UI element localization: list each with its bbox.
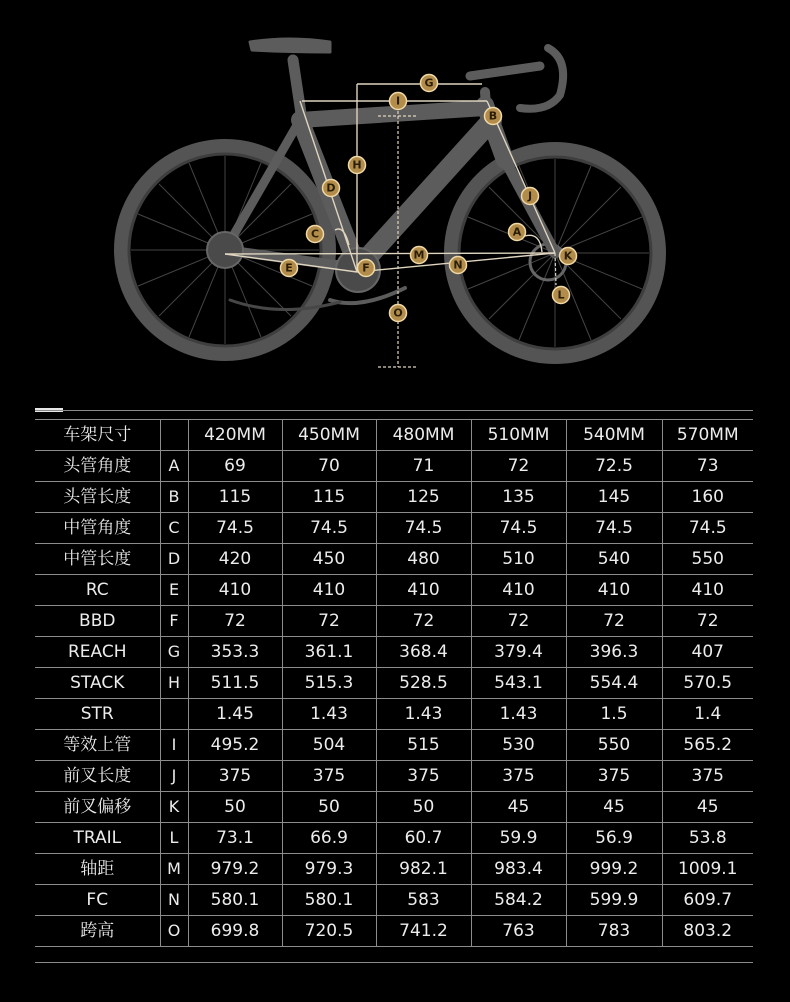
value-cell: 375 xyxy=(188,761,282,792)
value-cell: 160 xyxy=(662,482,753,513)
value-cell: 1.5 xyxy=(566,699,662,730)
value-cell: 410 xyxy=(376,575,471,606)
value-cell: 115 xyxy=(188,482,282,513)
value-cell: 66.9 xyxy=(282,823,376,854)
label-badge-a xyxy=(509,224,526,241)
table-row xyxy=(35,792,753,823)
value-cell: 45 xyxy=(471,792,566,823)
value-cell: 56.9 xyxy=(566,823,662,854)
value-cell: 554.4 xyxy=(566,668,662,699)
bike-geometry-diagram xyxy=(0,0,790,400)
row-code-cell: L xyxy=(160,823,188,854)
value-cell: 410 xyxy=(188,575,282,606)
value-cell: 584.2 xyxy=(471,885,566,916)
svg-text:G: G xyxy=(424,76,434,90)
value-cell: 803.2 xyxy=(662,916,753,947)
label-badge-k xyxy=(560,248,577,265)
value-cell: 699.8 xyxy=(188,916,282,947)
svg-text:F: F xyxy=(362,261,370,275)
value-cell: 69 xyxy=(188,451,282,482)
value-cell: 1.45 xyxy=(188,699,282,730)
value-cell: 375 xyxy=(662,761,753,792)
label-badge-n xyxy=(450,257,467,274)
value-cell: 543.1 xyxy=(471,668,566,699)
value-cell: 763 xyxy=(471,916,566,947)
row-name-cell: 头管角度 xyxy=(35,451,160,482)
svg-text:B: B xyxy=(488,109,498,123)
table-row xyxy=(35,606,753,637)
row-name-cell: FC xyxy=(35,885,160,916)
value-cell: 72 xyxy=(471,451,566,482)
value-cell: 53.8 xyxy=(662,823,753,854)
value-cell: 515.3 xyxy=(282,668,376,699)
svg-text:L: L xyxy=(557,288,565,302)
value-cell: 540 xyxy=(566,544,662,575)
value-cell: 528.5 xyxy=(376,668,471,699)
label-badge-o xyxy=(390,305,407,322)
row-code-cell: E xyxy=(160,575,188,606)
value-cell: 368.4 xyxy=(376,637,471,668)
value-cell: 72.5 xyxy=(566,451,662,482)
value-cell: 420 xyxy=(188,544,282,575)
row-name-cell: 中管长度 xyxy=(35,544,160,575)
value-cell: 50 xyxy=(188,792,282,823)
header-cell: 车架尺寸 xyxy=(35,420,160,451)
value-cell: 1.43 xyxy=(471,699,566,730)
value-cell: 410 xyxy=(662,575,753,606)
row-name-cell: 轴距 xyxy=(35,854,160,885)
row-code-cell: M xyxy=(160,854,188,885)
row-code-cell: D xyxy=(160,544,188,575)
row-name-cell: 中管角度 xyxy=(35,513,160,544)
value-cell: 530 xyxy=(471,730,566,761)
table-row xyxy=(35,699,753,730)
label-badge-i xyxy=(390,93,407,110)
value-cell: 375 xyxy=(376,761,471,792)
value-cell: 71 xyxy=(376,451,471,482)
table-row xyxy=(35,668,753,699)
svg-text:E: E xyxy=(285,261,293,275)
header-cell: 540MM xyxy=(566,420,662,451)
value-cell: 979.3 xyxy=(282,854,376,885)
header-cell: 420MM xyxy=(188,420,282,451)
value-cell: 74.5 xyxy=(566,513,662,544)
value-cell: 72 xyxy=(566,606,662,637)
value-cell: 1.43 xyxy=(282,699,376,730)
value-cell: 72 xyxy=(376,606,471,637)
value-cell: 570.5 xyxy=(662,668,753,699)
value-cell: 410 xyxy=(566,575,662,606)
value-cell: 379.4 xyxy=(471,637,566,668)
value-cell: 504 xyxy=(282,730,376,761)
value-cell: 599.9 xyxy=(566,885,662,916)
label-badge-h xyxy=(349,157,366,174)
value-cell: 480 xyxy=(376,544,471,575)
row-code-cell: I xyxy=(160,730,188,761)
value-cell: 1.43 xyxy=(376,699,471,730)
label-badge-m xyxy=(411,247,428,264)
value-cell: 609.7 xyxy=(662,885,753,916)
row-code-cell: C xyxy=(160,513,188,544)
table-row xyxy=(35,823,753,854)
value-cell: 375 xyxy=(282,761,376,792)
value-cell: 550 xyxy=(566,730,662,761)
table-row xyxy=(35,637,753,668)
row-code-cell: N xyxy=(160,885,188,916)
value-cell: 72 xyxy=(282,606,376,637)
label-badge-f xyxy=(358,260,375,277)
label-badge-d xyxy=(323,180,340,197)
table-row xyxy=(35,513,753,544)
table-row xyxy=(35,544,753,575)
row-code-cell: B xyxy=(160,482,188,513)
value-cell: 741.2 xyxy=(376,916,471,947)
row-code-cell: H xyxy=(160,668,188,699)
row-code-cell: A xyxy=(160,451,188,482)
label-badge-c xyxy=(307,226,324,243)
row-code-cell: O xyxy=(160,916,188,947)
value-cell: 375 xyxy=(566,761,662,792)
label-badge-b xyxy=(485,108,502,125)
row-name-cell: RC xyxy=(35,575,160,606)
value-cell: 982.1 xyxy=(376,854,471,885)
row-code-cell xyxy=(160,699,188,730)
value-cell: 72 xyxy=(188,606,282,637)
row-name-cell: TRAIL xyxy=(35,823,160,854)
value-cell: 515 xyxy=(376,730,471,761)
table-row xyxy=(35,761,753,792)
header-cell: 450MM xyxy=(282,420,376,451)
value-cell: 580.1 xyxy=(188,885,282,916)
table-bottom-divider xyxy=(35,962,753,963)
value-cell: 450 xyxy=(282,544,376,575)
value-cell: 74.5 xyxy=(282,513,376,544)
table-row xyxy=(35,730,753,761)
value-cell: 59.9 xyxy=(471,823,566,854)
svg-text:J: J xyxy=(527,189,533,203)
value-cell: 361.1 xyxy=(282,637,376,668)
value-cell: 783 xyxy=(566,916,662,947)
svg-text:H: H xyxy=(352,158,362,172)
label-badge-g xyxy=(421,75,438,92)
value-cell: 983.4 xyxy=(471,854,566,885)
row-name-cell: 前叉长度 xyxy=(35,761,160,792)
value-cell: 60.7 xyxy=(376,823,471,854)
svg-text:C: C xyxy=(310,227,320,241)
value-cell: 495.2 xyxy=(188,730,282,761)
svg-text:A: A xyxy=(512,225,522,239)
label-badge-j xyxy=(522,188,539,205)
geometry-table xyxy=(35,419,753,947)
header-cell: 480MM xyxy=(376,420,471,451)
table-row xyxy=(35,575,753,606)
svg-text:K: K xyxy=(563,249,573,263)
value-cell: 50 xyxy=(282,792,376,823)
value-cell: 410 xyxy=(471,575,566,606)
value-cell: 45 xyxy=(566,792,662,823)
value-cell: 73 xyxy=(662,451,753,482)
value-cell: 979.2 xyxy=(188,854,282,885)
table-row xyxy=(35,854,753,885)
value-cell: 125 xyxy=(376,482,471,513)
row-code-cell: J xyxy=(160,761,188,792)
svg-text:I: I xyxy=(395,94,401,108)
row-name-cell: 等效上管 xyxy=(35,730,160,761)
header-cell: 570MM xyxy=(662,420,753,451)
value-cell: 1.4 xyxy=(662,699,753,730)
row-name-cell: STACK xyxy=(35,668,160,699)
value-cell: 1009.1 xyxy=(662,854,753,885)
value-cell: 74.5 xyxy=(662,513,753,544)
value-cell: 720.5 xyxy=(282,916,376,947)
value-cell: 375 xyxy=(471,761,566,792)
value-cell: 74.5 xyxy=(188,513,282,544)
value-cell: 135 xyxy=(471,482,566,513)
row-name-cell: STR xyxy=(35,699,160,730)
value-cell: 583 xyxy=(376,885,471,916)
label-badge-e xyxy=(281,260,298,277)
value-cell: 565.2 xyxy=(662,730,753,761)
table-row xyxy=(35,482,753,513)
table-row xyxy=(35,451,753,482)
header-cell xyxy=(160,420,188,451)
table-row xyxy=(35,885,753,916)
row-name-cell: REACH xyxy=(35,637,160,668)
value-cell: 510 xyxy=(471,544,566,575)
value-cell: 396.3 xyxy=(566,637,662,668)
value-cell: 410 xyxy=(282,575,376,606)
row-name-cell: BBD xyxy=(35,606,160,637)
value-cell: 74.5 xyxy=(376,513,471,544)
svg-text:M: M xyxy=(413,248,425,262)
svg-text:D: D xyxy=(326,181,336,195)
row-code-cell: G xyxy=(160,637,188,668)
value-cell: 580.1 xyxy=(282,885,376,916)
value-cell: 72 xyxy=(662,606,753,637)
row-name-cell: 跨高 xyxy=(35,916,160,947)
label-badge-l xyxy=(553,287,570,304)
value-cell: 550 xyxy=(662,544,753,575)
table-header-row xyxy=(35,420,753,451)
value-cell: 45 xyxy=(662,792,753,823)
value-cell: 145 xyxy=(566,482,662,513)
value-cell: 115 xyxy=(282,482,376,513)
value-cell: 74.5 xyxy=(471,513,566,544)
value-cell: 511.5 xyxy=(188,668,282,699)
value-cell: 70 xyxy=(282,451,376,482)
svg-text:O: O xyxy=(393,306,403,320)
svg-text:N: N xyxy=(453,258,463,272)
value-cell: 999.2 xyxy=(566,854,662,885)
table-top-divider xyxy=(35,410,753,411)
header-cell: 510MM xyxy=(471,420,566,451)
value-cell: 72 xyxy=(471,606,566,637)
row-name-cell: 头管长度 xyxy=(35,482,160,513)
value-cell: 73.1 xyxy=(188,823,282,854)
row-name-cell: 前叉偏移 xyxy=(35,792,160,823)
table-row xyxy=(35,916,753,947)
row-code-cell: K xyxy=(160,792,188,823)
value-cell: 407 xyxy=(662,637,753,668)
value-cell: 50 xyxy=(376,792,471,823)
value-cell: 353.3 xyxy=(188,637,282,668)
row-code-cell: F xyxy=(160,606,188,637)
